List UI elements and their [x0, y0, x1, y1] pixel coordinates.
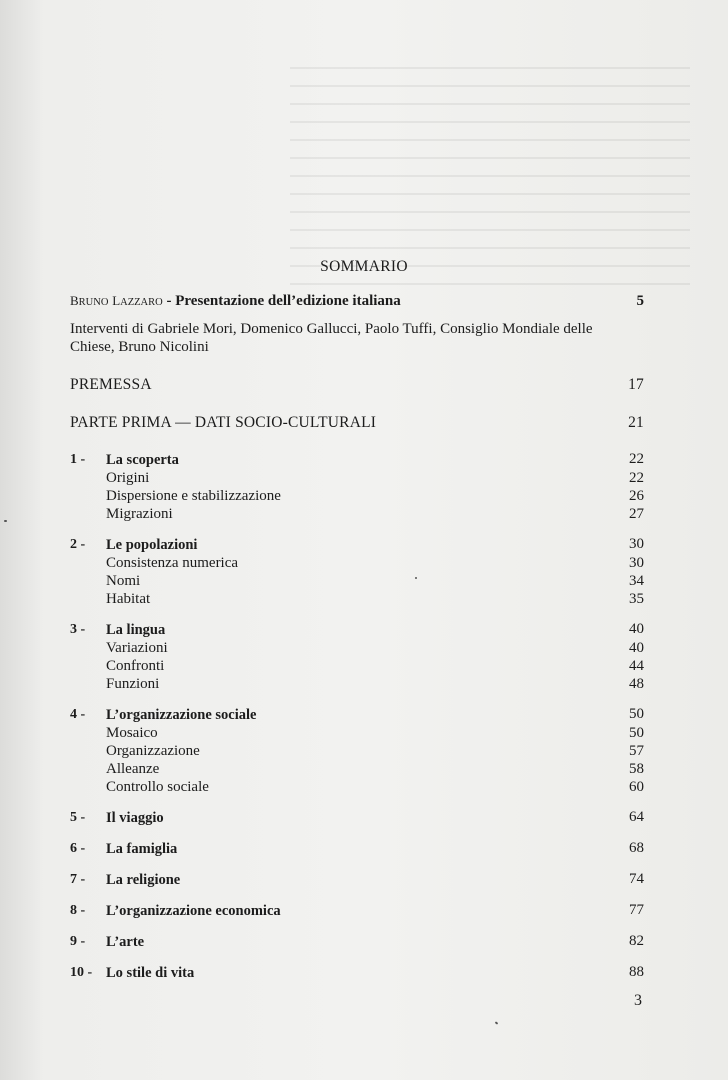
section-entry — [70, 657, 644, 675]
chapter-title: La scoperta — [106, 452, 179, 468]
section-title: Controllo sociale — [106, 779, 209, 795]
section-entry — [70, 639, 644, 657]
author-first-initial: B — [70, 293, 79, 308]
chapter-entry — [70, 450, 644, 469]
chapter-number: 7 - — [70, 872, 86, 887]
chapter-page: 82 — [629, 933, 644, 949]
chapter-title: L’arte — [106, 934, 145, 950]
speck — [495, 1021, 499, 1024]
intro-contributors: Interventi di Gabriele Mori, Domenico Gallucci, Paolo Tuffi, Consiglio Mondiale delle Chiese, Bruno Nicolini — [70, 321, 593, 355]
chapter-entry — [70, 932, 644, 951]
section-title: Funzioni — [106, 676, 160, 692]
section-title: Organizzazione — [106, 743, 200, 759]
section-title: Habitat — [106, 591, 151, 607]
chapter-entry — [70, 839, 644, 858]
chapter-page: 77 — [629, 902, 644, 918]
chapter-page: 22 — [629, 451, 644, 467]
section-entry — [70, 469, 644, 487]
chapter-entry — [70, 870, 644, 889]
part-one-label: PARTE PRIMA — DATI SOCIO-CULTURALI — [70, 414, 377, 431]
chapter-label — [70, 706, 256, 724]
section-entry — [70, 505, 644, 523]
section-title: Nomi — [106, 573, 141, 589]
table-of-contents — [70, 292, 644, 982]
section-title: Origini — [106, 470, 150, 486]
section-page: 30 — [629, 555, 644, 571]
chapter-entry — [70, 901, 644, 920]
section-title: Migrazioni — [106, 506, 173, 522]
chapter-page: 30 — [629, 536, 644, 552]
intro-label: Presentazione dell’edizione italiana — [175, 293, 401, 309]
speck — [415, 577, 417, 579]
page-title: SOMMARIO — [320, 258, 408, 275]
section-title: Confronti — [106, 658, 165, 674]
section-title: Mosaico — [106, 725, 158, 741]
section-title: Variazioni — [106, 640, 168, 656]
chapter-number: 4 - — [70, 707, 86, 722]
chapter-number: 5 - — [70, 810, 86, 825]
chapter-page: 64 — [629, 809, 644, 825]
chapter-entry — [70, 705, 644, 724]
section-entry — [70, 742, 644, 760]
part-one-page: 21 — [628, 414, 644, 431]
premessa-page: 17 — [628, 376, 644, 393]
premessa-label: PREMESSA — [70, 376, 152, 393]
section-entry — [70, 778, 644, 796]
chapter-number: 2 - — [70, 537, 86, 552]
chapter-title: Le popolazioni — [106, 537, 198, 553]
section-page: 27 — [629, 506, 644, 522]
section-page: 34 — [629, 573, 644, 589]
author-first-rest: RUNO — [78, 297, 109, 308]
intro-entry — [70, 292, 644, 312]
chapter-label — [70, 902, 281, 920]
chapter-entry — [70, 963, 644, 982]
chapter-number: 6 - — [70, 841, 86, 856]
chapter-title: Lo stile di vita — [106, 965, 195, 981]
section-page: 35 — [629, 591, 644, 607]
section-page: 22 — [629, 470, 644, 486]
chapter-label — [70, 451, 179, 469]
speck — [4, 520, 7, 522]
chapter-number: 10 - — [70, 965, 93, 980]
chapter-page: 50 — [629, 706, 644, 722]
section-page: 50 — [629, 725, 644, 741]
chapter-page: 40 — [629, 621, 644, 637]
show-through-texture — [290, 55, 690, 285]
section-entry — [70, 572, 644, 590]
section-page: 40 — [629, 640, 644, 656]
chapter-label — [70, 536, 197, 554]
intro-page: 5 — [636, 293, 644, 309]
chapter-entry — [70, 535, 644, 554]
premessa-entry — [70, 376, 644, 394]
chapter-label — [70, 871, 180, 889]
chapter-entry — [70, 808, 644, 827]
section-entry — [70, 590, 644, 608]
author-last-initial: L — [112, 293, 121, 308]
chapter-number: 8 - — [70, 903, 86, 918]
section-entry — [70, 487, 644, 505]
chapter-number: 1 - — [70, 452, 86, 467]
section-page: 60 — [629, 779, 644, 795]
intro-separator: - — [162, 293, 176, 309]
section-page: 48 — [629, 676, 644, 692]
section-entry — [70, 554, 644, 572]
section-title: Consistenza numerica — [106, 555, 239, 571]
chapter-entry — [70, 620, 644, 639]
chapter-title: La famiglia — [106, 841, 178, 857]
section-page: 57 — [629, 743, 644, 759]
chapter-title: L’organizzazione economica — [106, 903, 281, 919]
section-title: Dispersione e stabilizzazione — [106, 488, 281, 504]
chapter-title: Il viaggio — [106, 810, 164, 826]
chapter-label — [70, 933, 144, 951]
section-entry — [70, 760, 644, 778]
chapter-label — [70, 621, 165, 639]
part-one-entry — [70, 414, 644, 432]
chapter-page: 68 — [629, 840, 644, 856]
chapter-label — [70, 809, 164, 827]
chapter-number: 9 - — [70, 934, 86, 949]
chapter-title: La religione — [106, 872, 181, 888]
author-last-rest: AZZARO — [120, 297, 163, 308]
chapter-page: 88 — [629, 964, 644, 980]
section-title: Alleanze — [106, 761, 160, 777]
chapter-title: La lingua — [106, 622, 166, 638]
intro-entry-label — [70, 292, 401, 312]
section-entry — [70, 724, 644, 742]
chapter-label — [70, 964, 194, 982]
chapter-title: L’organizzazione sociale — [106, 707, 257, 723]
section-page: 58 — [629, 761, 644, 777]
section-page: 26 — [629, 488, 644, 504]
chapter-page: 74 — [629, 871, 644, 887]
chapter-number: 3 - — [70, 622, 86, 637]
page-number: 3 — [634, 992, 642, 1009]
section-page: 44 — [629, 658, 644, 674]
section-entry — [70, 675, 644, 693]
chapter-label — [70, 840, 177, 858]
chapter-list — [70, 432, 644, 982]
